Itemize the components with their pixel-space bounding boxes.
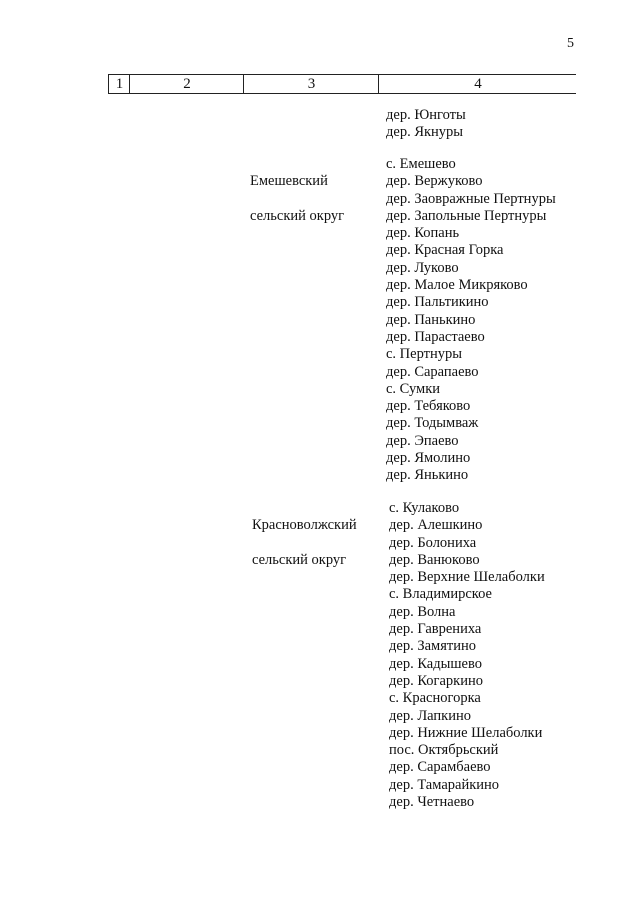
continued-settlement-list bbox=[386, 107, 466, 142]
list-item: дер. Якнуры bbox=[386, 124, 464, 141]
district-name-line: сельский округ bbox=[252, 551, 347, 568]
list-item: дер. Заовражные Пертнуры bbox=[386, 190, 556, 207]
district-name-line: сельский округ bbox=[250, 207, 345, 224]
settlement-list bbox=[389, 500, 545, 811]
list-item: с. Сумки bbox=[386, 380, 441, 397]
list-item: дер. Красная Горка bbox=[386, 242, 504, 259]
list-item: дер. Кадышево bbox=[389, 655, 482, 672]
header-col-3: 3 bbox=[243, 75, 379, 93]
list-item: дер. Волна bbox=[389, 603, 456, 620]
header-col-2: 2 bbox=[129, 75, 244, 93]
list-item: дер. Луково bbox=[386, 259, 459, 276]
list-item: с. Красногорка bbox=[389, 690, 481, 707]
list-item: дер. Запольные Пертнуры bbox=[386, 207, 547, 224]
list-item: дер. Сарамбаево bbox=[389, 759, 491, 776]
table-header-row bbox=[108, 74, 576, 94]
list-item: дер. Замятино bbox=[389, 638, 476, 655]
list-item: дер. Четнаево bbox=[389, 794, 475, 811]
district-name bbox=[252, 500, 357, 586]
list-item: дер. Болониха bbox=[389, 534, 477, 551]
list-item: пос. Октябрьский bbox=[389, 742, 499, 759]
list-item: дер. Ванюково bbox=[389, 551, 480, 568]
list-item: дер. Тебяково bbox=[386, 398, 471, 415]
list-item: с. Владимирское bbox=[389, 586, 492, 603]
page-number: 5 bbox=[567, 36, 574, 51]
list-item: дер. Верхние Шелаболки bbox=[389, 569, 545, 586]
list-item: с. Пертнуры bbox=[386, 346, 462, 363]
list-item: дер. Пальтикино bbox=[386, 294, 489, 311]
list-item: дер. Эпаево bbox=[386, 432, 459, 449]
list-item: дер. Сарапаево bbox=[386, 363, 479, 380]
list-item: дер. Копань bbox=[386, 225, 460, 242]
list-item: дер. Малое Микряково bbox=[386, 277, 528, 294]
list-item: с. Емешево bbox=[386, 156, 456, 172]
list-item: дер. Юнготы bbox=[386, 107, 466, 123]
list-item: дер. Лапкино bbox=[389, 707, 471, 724]
list-item: дер. Ямолино bbox=[386, 450, 471, 467]
list-item: дер. Тамарайкино bbox=[389, 776, 500, 793]
list-item: дер. Панькино bbox=[386, 311, 476, 328]
list-item: дер. Янькино bbox=[386, 467, 469, 484]
district-name-line: Емешевский bbox=[250, 173, 328, 190]
list-item: дер. Гаврениха bbox=[389, 621, 482, 638]
header-col-1: 1 bbox=[108, 75, 130, 93]
header-col-4: 4 bbox=[378, 75, 577, 93]
district-name-line: Красноволжский bbox=[252, 517, 357, 534]
list-item: с. Кулаково bbox=[389, 500, 460, 516]
list-item: дер. Когаркино bbox=[389, 672, 483, 689]
settlement-list bbox=[386, 156, 556, 485]
list-item: дер. Вержуково bbox=[386, 173, 483, 190]
list-item: дер. Алешкино bbox=[389, 517, 483, 534]
list-item: дер. Нижние Шелаболки bbox=[389, 724, 543, 741]
list-item: дер. Тодымваж bbox=[386, 415, 479, 432]
list-item: дер. Парастаево bbox=[386, 328, 485, 345]
district-name bbox=[250, 156, 344, 242]
